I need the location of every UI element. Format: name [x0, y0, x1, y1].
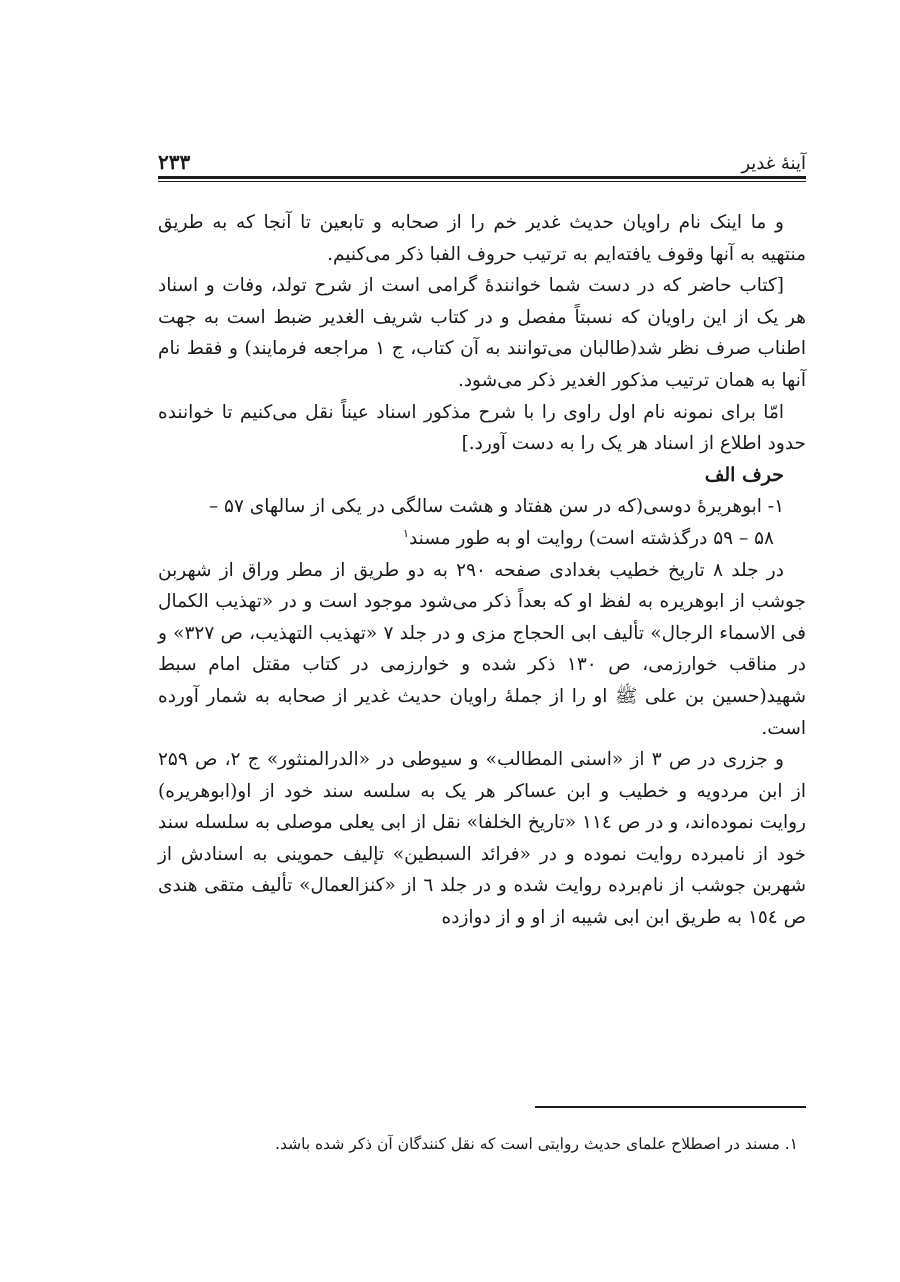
paragraph: در جلد ۸ تاریخ خطیب بغدادی صفحه ۲۹۰ به دو طریق از مطر وراق از شهربن جوشب از ابوهریره به لفظ او که بعداً ذکر می‌شود موجود است و در «تهذیب الکمال فی الاسماء الرجال» تألیف ابی الحجاج مزی و در جلد ۷ «تهذیب التهذیب، ص ۳۲۷» و در مناقب خوارزمی، ص ۱۳۰ ذکر شده و خوارزمی در کتاب مقتل امام سبط شهید(حسین بن علی ﷺ او را از جملهٔ راویان حدیث غدیر از صحابه به شمار آورده است.	[158, 559, 807, 739]
header-rule	[158, 176, 806, 179]
header-title: آینهٔ غدیر	[741, 153, 806, 174]
body-text	[158, 207, 806, 934]
running-header	[158, 144, 806, 174]
paragraph: امّا برای نمونه نام اول راوی را با شرح مذکور اسناد عیناً نقل می‌کنیم تا خواننده حدود اطلاع از اسناد هر یک را به دست آورد.]	[158, 401, 806, 455]
entry-line-2	[158, 523, 806, 555]
paragraph: و ما اینک نام راویان حدیث غدیر خم را از صحابه و تابعین تا آنجا که به طریق منتهیه به آنها وقوف یافته‌ایم به ترتیب حروف الفبا ذکر می‌کنیم.	[158, 212, 806, 265]
footnote: ۱. مسند در اصطلاح علمای حدیث روایتی است که نقل کنندگان آن ذکر شده باشد.	[275, 1135, 798, 1153]
footnote-rule	[535, 1106, 806, 1108]
entry-line-2-text: ۵۸ – ۵۹ درگذشته است) روایت او به طور مسند	[408, 527, 774, 549]
page-number: ۲۳۳	[158, 150, 191, 174]
entry-line-1: ۱- ابوهریرهٔ دوسی(که در سن هفتاد و هشت سالگی در یکی از سالهای ۵۷ –	[208, 496, 784, 518]
paragraph: و جزری در ص ۳ از «اسنی المطالب» و سیوطی در «الدرالمنثور» ج ۲، ص ۲۵۹ از ابن مردویه و خطیب و ابن عساکر هر یک به سلسه سند خود از او(ابوهریره) روایت نموده‌اند، و در ص ١١٤ «تاریخ الخلفا» نقل از ابی یعلی موصلی به سلسله سند خود از نامبرده روایت نموده و در «فرائد السبطین» تإلیف حموینی به اسنادش از شهربن جوشب از نام‌برده روایت شده و در جلد ٦ از «کنزالعمال» تألیف متقی هندی ص ١٥٤ به طریق ابن ابی شیبه از او و از دوازده	[158, 749, 806, 929]
paragraph: [کتاب حاضر که در دست شما خوانندهٔ گرامی است از شرح تولد، وفات و اسناد هر یک از این راویان که نسبتاً مفصل و در کتاب شریف الغدیر ضبط است به جهت اطناب صرف نظر شد(طالبان می‌توانند به آن کتاب، ج ۱ مراجعه فرمایند) و فقط نام آنها به همان ترتیب مذکور الغدیر ذکر می‌شود.	[158, 275, 806, 391]
footnote-marker: ۱	[403, 526, 409, 540]
header-rule-thin	[158, 181, 806, 182]
section-heading: حرف الف	[704, 463, 784, 486]
numbered-entry	[158, 491, 806, 554]
